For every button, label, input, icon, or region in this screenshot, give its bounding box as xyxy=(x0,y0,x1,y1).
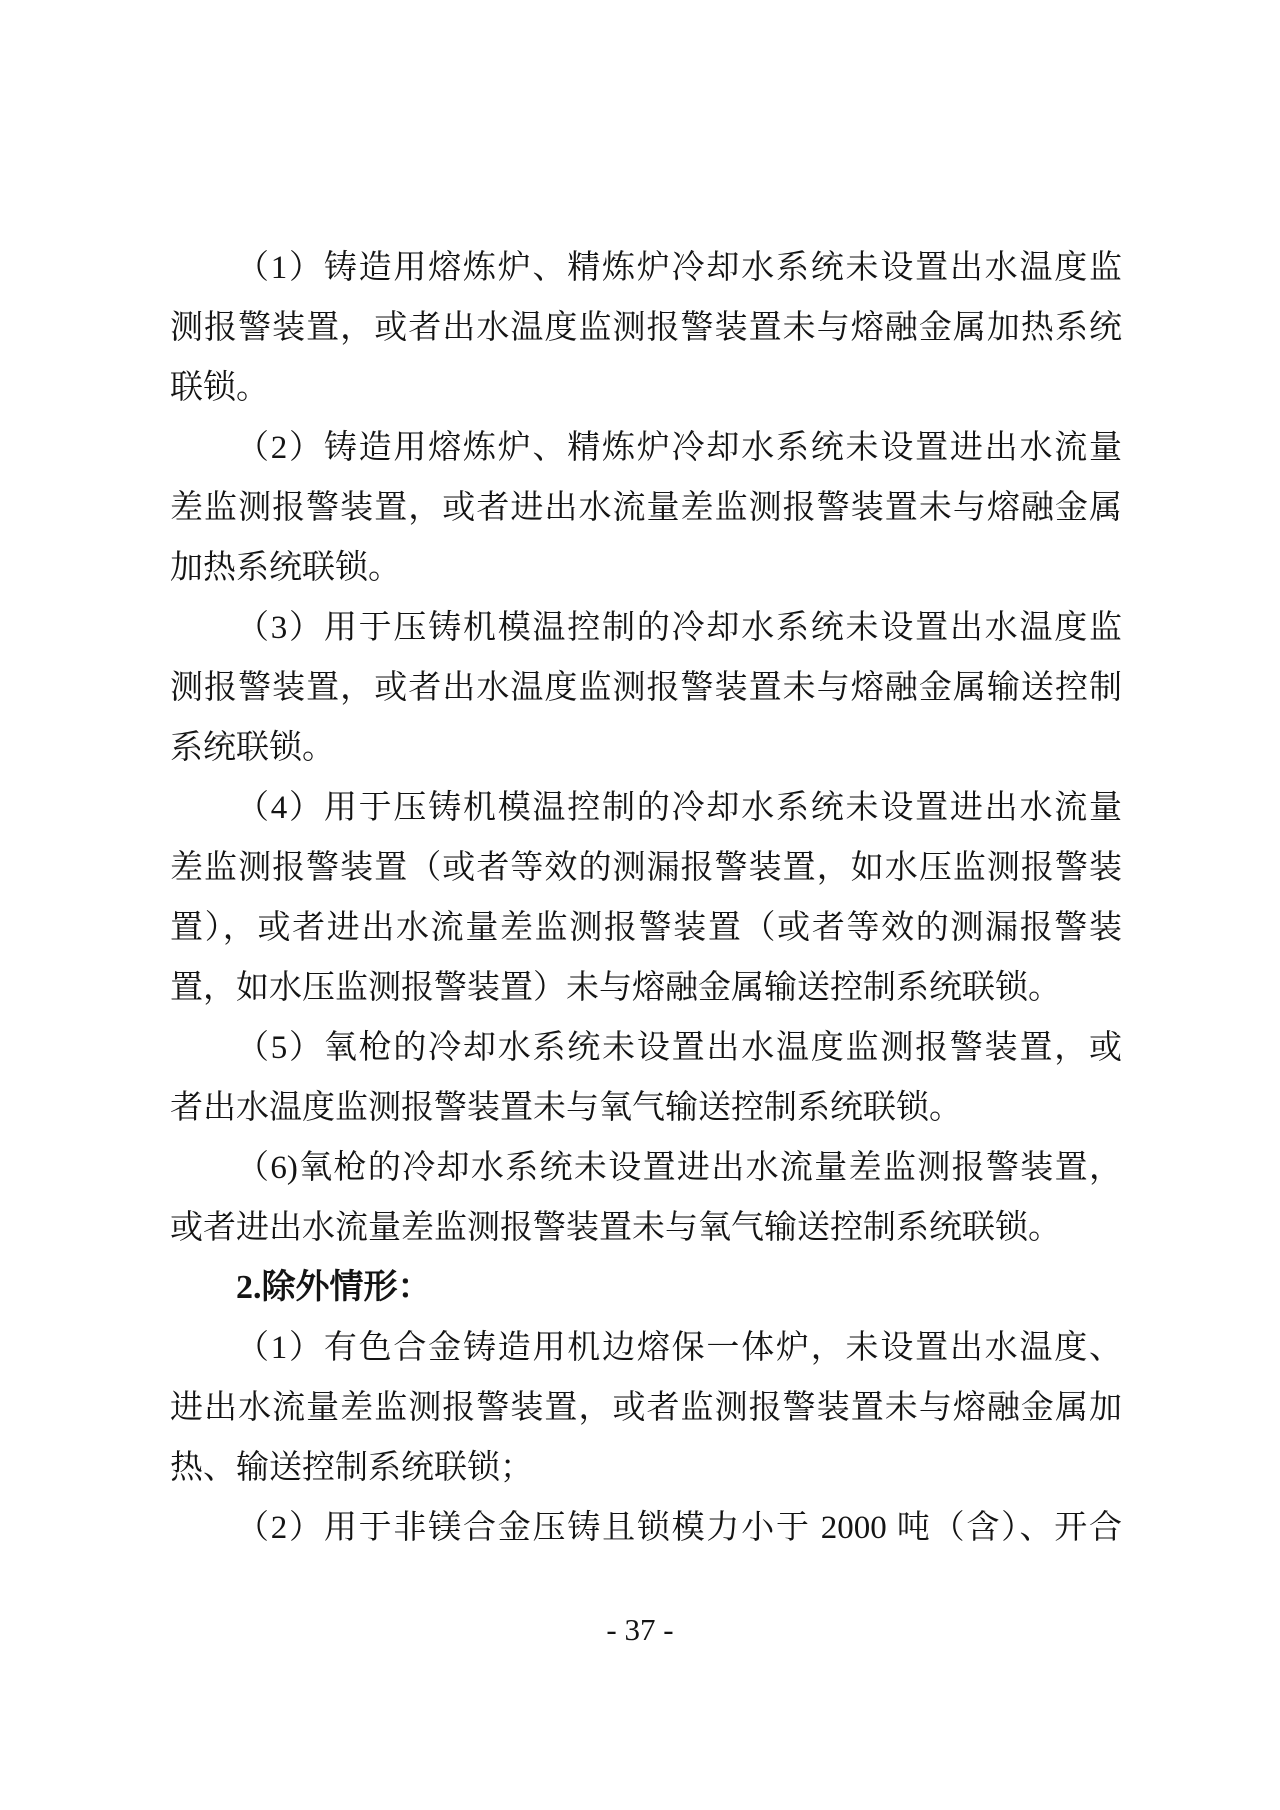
page-number: - 37 - xyxy=(606,1612,674,1647)
paragraph-line: 加热系统联锁。 xyxy=(170,550,401,586)
paragraph-line: （2）用于非镁合金压铸且锁模力小于 2000 吨（含）、开合 xyxy=(236,1510,1122,1546)
paragraph-line: （1）有色合金铸造用机边熔保一体炉，未设置出水温度、 xyxy=(236,1330,1122,1366)
paragraph-line: （1）铸造用熔炼炉、精炼炉冷却水系统未设置出水温度监 xyxy=(236,250,1122,286)
paragraph-line: 或者进出水流量差监测报警装置未与氧气输送控制系统联锁。 xyxy=(170,1210,1061,1246)
paragraph-line: 置），或者进出水流量差监测报警装置（或者等效的测漏报警装 xyxy=(170,910,1122,946)
document-body xyxy=(170,238,1122,1558)
paragraph-line: （5）氧枪的冷却水系统未设置出水温度监测报警装置，或 xyxy=(236,1030,1122,1066)
paragraph-line: 置，如水压监测报警装置）未与熔融金属输送控制系统联锁。 xyxy=(170,970,1061,1006)
paragraph-line: （3）用于压铸机模温控制的冷却水系统未设置出水温度监 xyxy=(236,610,1122,646)
paragraph-line: 差监测报警装置（或者等效的测漏报警装置，如水压监测报警装 xyxy=(170,850,1122,886)
section-heading: 2.除外情形： xyxy=(236,1269,432,1306)
paragraph-line: （4）用于压铸机模温控制的冷却水系统未设置进出水流量 xyxy=(236,790,1122,826)
paragraph-line: 者出水温度监测报警装置未与氧气输送控制系统联锁。 xyxy=(170,1090,962,1126)
paragraph-line: 热、输送控制系统联锁； xyxy=(170,1450,533,1486)
paragraph-line: 差监测报警装置，或者进出水流量差监测报警装置未与熔融金属 xyxy=(170,490,1122,526)
paragraph-line: 联锁。 xyxy=(170,370,269,406)
paragraph-line: 测报警装置，或者出水温度监测报警装置未与熔融金属输送控制 xyxy=(170,670,1122,706)
paragraph-line: 进出水流量差监测报警装置，或者监测报警装置未与熔融金属加 xyxy=(170,1390,1122,1426)
paragraph-line: （2）铸造用熔炼炉、精炼炉冷却水系统未设置进出水流量 xyxy=(236,430,1122,466)
paragraph-line: 系统联锁。 xyxy=(170,730,335,766)
paragraph-line: （6)氧枪的冷却水系统未设置进出水流量差监测报警装置， xyxy=(236,1150,1122,1186)
paragraph-line: 测报警装置，或者出水温度监测报警装置未与熔融金属加热系统 xyxy=(170,310,1122,346)
